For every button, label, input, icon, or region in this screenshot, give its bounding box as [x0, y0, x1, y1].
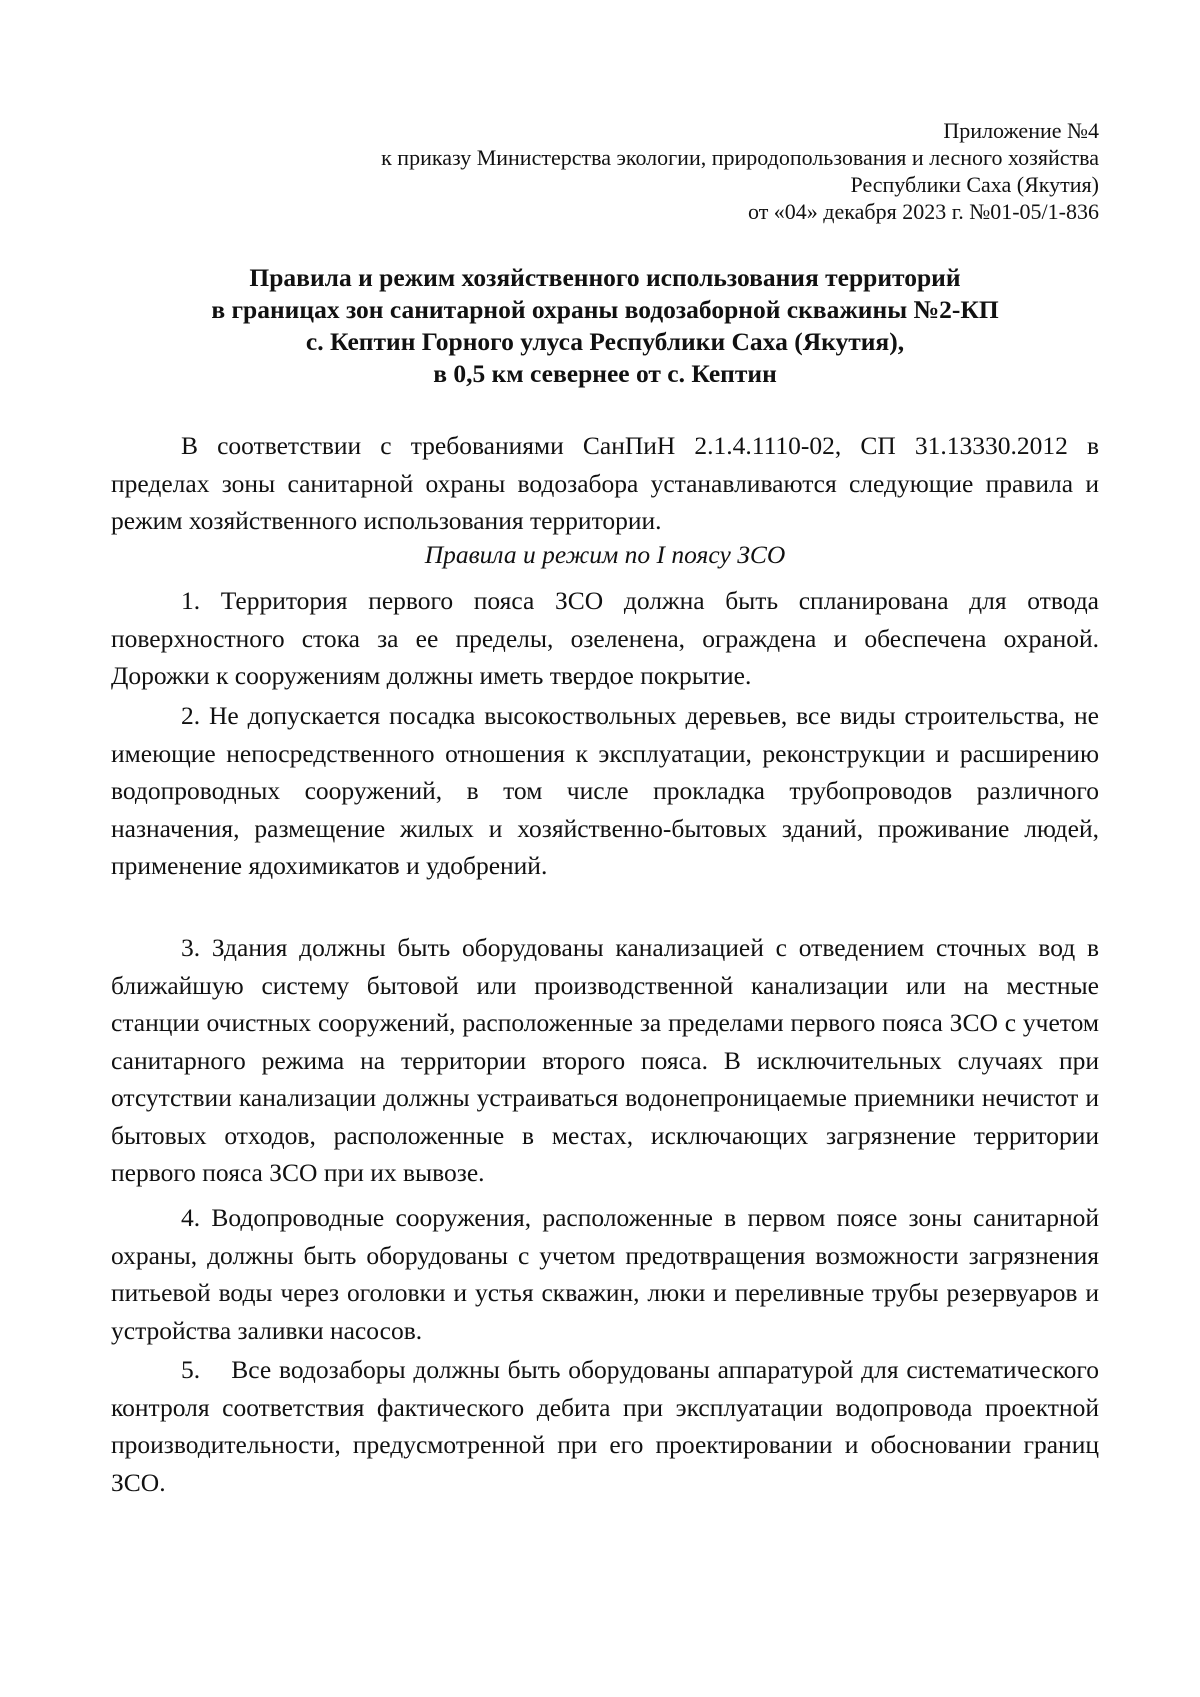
rule-item-5: 5. Все водозаборы должны быть оборудованы аппаратурой для систематического контроля соответствия фактического дебита при эксплуатации водопровода проектной производительности, предусмотренной при его проектировании и обосновании границ ЗСО.: [111, 1355, 1099, 1497]
title-line-4: в 0,5 км севернее от с. Кептин: [433, 359, 777, 388]
title-line-3: с. Кептин Горного улуса Республики Саха (Якутия),: [305, 327, 905, 356]
appendix-header: [381, 117, 1099, 225]
rule-item-3: 3. Здания должны быть оборудованы канализацией с отведением сточных вод в ближайшую систему бытовой или производственной канализации или на местные станции очистных сооружений, расположенные за пределами первого пояса ЗСО с учетом санитарного режима на территории второго пояса. В исключительных случаях при отсутствии канализации должны устраиваться водонепроницаемые приемники нечистот и бытовых отходов, расположенные в местах, исключающих загрязнение территории первого пояса ЗСО при их вывозе.: [111, 933, 1099, 1187]
rule-item-2: 2. Не допускается посадка высокоствольных деревьев, все виды строительства, не имеющие непосредственного отношения к эксплуатации, реконструкции и расширению водопроводных сооружений, в том числе прокладка трубопроводов различного назначения, размещение жилых и хозяйственно-бытовых зданий, проживание людей, применение ядохимикатов и удобрений.: [111, 701, 1099, 880]
appendix-order-ref: к приказу Министерства экологии, природопользования и лесного хозяйства: [381, 145, 1099, 170]
rule-item-1: 1. Территория первого пояса ЗСО должна быть спланирована для отвода поверхностного стока за ее пределы, озеленена, ограждена и обеспечена охраной. Дорожки к сооружениям должны иметь твердое покрытие.: [111, 586, 1099, 690]
section-heading: Правила и режим по I поясу ЗСО: [424, 540, 786, 569]
appendix-republic: Республики Саха (Якутия): [850, 172, 1099, 197]
document-title: [111, 262, 1099, 390]
title-line-2: в границах зон санитарной охраны водозаборной скважины №2-КП: [211, 295, 999, 324]
appendix-number: Приложение №4: [943, 118, 1099, 143]
document-page: [111, 0, 1099, 1697]
intro-paragraph: В соответствии с требованиями СанПиН 2.1.4.1110-02, СП 31.13330.2012 в пределах зоны санитарной охраны водозабора устанавливаются следующие правила и режим хозяйственного использования территории.: [111, 431, 1099, 535]
title-line-1: Правила и режим хозяйственного использования территорий: [249, 263, 961, 292]
rule-item-4: 4. Водопроводные сооружения, расположенные в первом поясе зоны санитарной охраны, должны быть оборудованы с учетом предотвращения возможности загрязнения питьевой воды через оголовки и устья скважин, люки и переливные трубы резервуаров и устройства заливки насосов.: [111, 1203, 1099, 1345]
appendix-date: от «04» декабря 2023 г. №01-05/1-836: [747, 199, 1099, 224]
